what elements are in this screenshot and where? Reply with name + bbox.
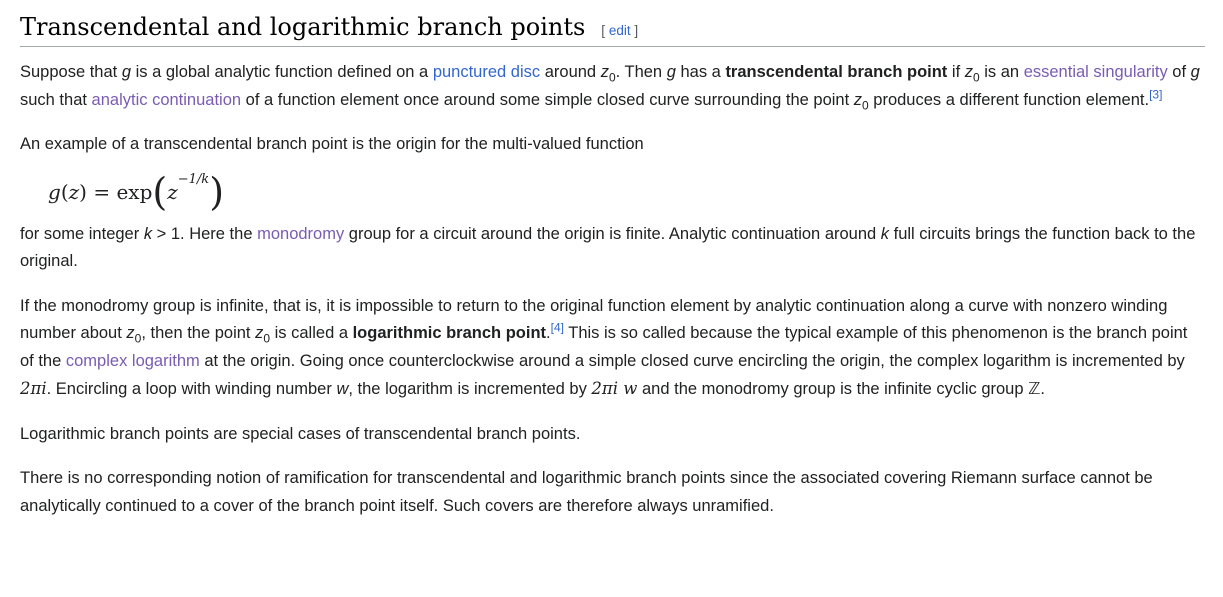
monodromy-link[interactable]: monodromy (257, 224, 345, 243)
paragraph-2: An example of a transcendental branch point is the origin for the multi-valued function (20, 135, 644, 153)
section-heading (20, 12, 1205, 47)
math-formula: g ( z ) = exp ( z −1/k ) (48, 169, 225, 214)
analytic-continuation-link[interactable]: analytic continuation (91, 90, 242, 109)
reference-3-link[interactable]: [3] (1149, 87, 1163, 101)
paragraph-5: Logarithmic branch points are special cases of transcendental branch points. (20, 424, 581, 443)
article-section (20, 0, 1205, 520)
paragraph-3: for some integer k > 1. Here the monodromy group for a circuit around the origin is finite. Analytic continuation around k full circuits brings the function back to the original. (20, 224, 1196, 270)
essential-singularity-link[interactable]: essential singularity (1023, 63, 1168, 81)
paragraph-1: Suppose that g is a global analytic function defined on a punctured disc around $z_0$. Then g has a transcendental branch point if $z_0$ is an essential singularity of g such that analytic continuation of a function element once around some simple closed curve surrounding the point $z_0$ produces a different function element.[3] (20, 63, 1200, 112)
section-title: Transcendental and logarithmic branch points (20, 13, 586, 41)
complex-logarithm-link[interactable]: complex logarithm (65, 351, 200, 370)
paragraph-4: If the monodromy group is infinite, that is, it is impossible to return to the original function element by analytic continuation along a curve with nonzero winding number about $z_0$, then the point $z_0$ is called a logarithmic branch point.[4] This is so called because the typical example of this phenomenon is the branch point of the complex logarithm at the origin. Going once counterclockwise around a simple closed curve encircling the origin, the complex logarithm is incremented by 2πi. Encircling a loop with winding number w, the logarithm is incremented by 2πi w and the monodromy group is the infinite cyclic group ℤ. (20, 296, 1188, 398)
bold-term: transcendental branch point (725, 63, 948, 81)
reference-4-link[interactable]: [4] (550, 320, 564, 335)
edit-link[interactable]: edit (608, 23, 631, 38)
edit-section: [ edit ] (601, 23, 639, 38)
paragraph-6: There is no corresponding notion of ramification for transcendental and logarithmic branch points since the associated covering Riemann surface cannot be analytically continued to a cover of the branch point itself. Such covers are therefore always unramified. (20, 469, 1153, 515)
punctured-disc-link[interactable]: punctured disc (432, 63, 541, 81)
integers-symbol: ℤ (1028, 379, 1041, 398)
bold-term: logarithmic branch point (352, 324, 547, 342)
